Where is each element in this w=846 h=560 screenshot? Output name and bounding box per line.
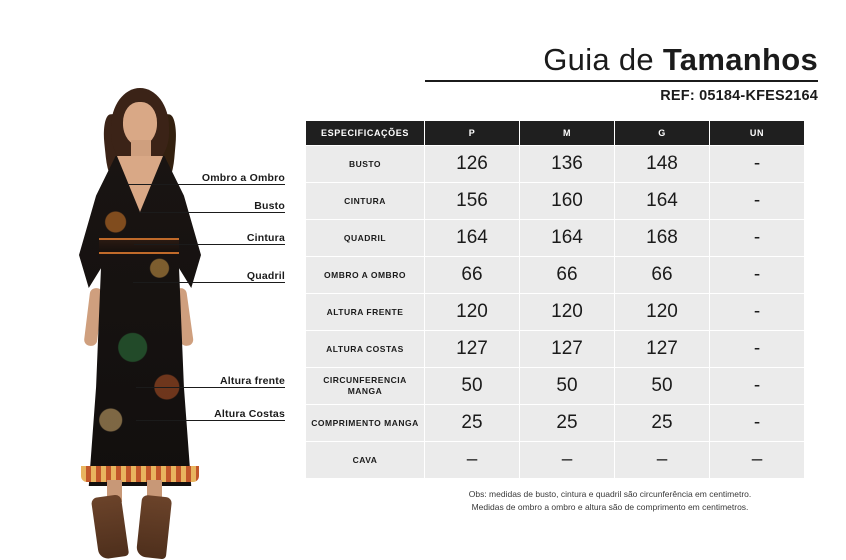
cell-circ-manga-g: 50 [615, 368, 709, 404]
cell-busto-p: 126 [425, 146, 519, 182]
page-title-bold: Tamanhos [662, 42, 818, 77]
page-title-light: Guia de [543, 42, 663, 77]
cell-altura-costas-un: - [710, 331, 804, 367]
column-header-especificacoes: ESPECIFICAÇÕES [306, 121, 424, 145]
column-header-p: P [425, 121, 519, 145]
cell-altura-frente-un: - [710, 294, 804, 330]
cell-cintura-g: 164 [615, 183, 709, 219]
cell-quadril-un: - [710, 220, 804, 256]
dress-hem-trim [81, 466, 199, 482]
title-divider [425, 80, 818, 82]
size-guide-panel [300, 0, 846, 534]
row-label-busto: BUSTO [306, 146, 424, 182]
cell-cintura-m: 160 [520, 183, 614, 219]
cell-cintura-un: - [710, 183, 804, 219]
cell-circ-manga-m: 50 [520, 368, 614, 404]
cell-cintura-p: 156 [425, 183, 519, 219]
row-label-ombro-a-ombro: OMBRO A OMBRO [306, 257, 424, 293]
page-title [428, 42, 818, 78]
callout-label-quadril: Quadril [246, 270, 285, 282]
cell-altura-costas-p: 127 [425, 331, 519, 367]
model-photo-panel [0, 0, 300, 534]
column-header-un: UN [710, 121, 804, 145]
table-note-line-2: Medidas de ombro a ombro e altura são de comprimento em centimetros. [471, 502, 749, 513]
table-notes [400, 488, 820, 514]
table-row [306, 368, 804, 404]
cell-comp-manga-m: 25 [520, 405, 614, 441]
callout-label-ombro-a-ombro: Ombro a Ombro [201, 172, 285, 184]
table-row [306, 183, 804, 219]
model-boot-left [91, 494, 129, 560]
cell-cava-m: – [520, 442, 614, 478]
cell-circ-manga-p: 50 [425, 368, 519, 404]
cell-ombro-m: 66 [520, 257, 614, 293]
column-header-m: M [520, 121, 614, 145]
cell-cava-g: – [615, 442, 709, 478]
callout-label-altura-frente: Altura frente [219, 375, 285, 387]
table-row [306, 331, 804, 367]
cell-comp-manga-p: 25 [425, 405, 519, 441]
table-row [306, 405, 804, 441]
table-note-line-1: Obs: medidas de busto, cintura e quadril são circunferência em centimetro. [468, 489, 752, 499]
callout-leader-ombro-a-ombro [127, 184, 285, 185]
cell-ombro-p: 66 [425, 257, 519, 293]
cell-busto-g: 148 [615, 146, 709, 182]
cell-altura-costas-m: 127 [520, 331, 614, 367]
callout-leader-busto [139, 212, 285, 213]
callout-label-cintura: Cintura [246, 232, 285, 244]
table-row [306, 146, 804, 182]
callout-leader-cintura [134, 244, 285, 245]
row-label-comprimento-manga: COMPRIMENTO MANGA [306, 405, 424, 441]
cell-cava-un: – [710, 442, 804, 478]
cell-altura-frente-m: 120 [520, 294, 614, 330]
row-label-altura-costas: ALTURA COSTAS [306, 331, 424, 367]
cell-comp-manga-g: 25 [615, 405, 709, 441]
table-row [306, 294, 804, 330]
callout-leader-quadril [133, 282, 285, 283]
cell-circ-manga-un: - [710, 368, 804, 404]
table-header-row [306, 121, 804, 145]
cell-quadril-m: 164 [520, 220, 614, 256]
cell-ombro-g: 66 [615, 257, 709, 293]
row-label-altura-frente: ALTURA FRENTE [306, 294, 424, 330]
callout-label-busto: Busto [254, 200, 285, 212]
size-chart-table [305, 120, 805, 479]
model-boot-right [136, 495, 172, 560]
product-reference: REF: 05184-KFES2164 [660, 88, 818, 104]
cell-altura-frente-p: 120 [425, 294, 519, 330]
table-row [306, 442, 804, 478]
column-header-g: G [615, 121, 709, 145]
cell-altura-costas-g: 127 [615, 331, 709, 367]
cell-quadril-g: 168 [615, 220, 709, 256]
cell-ombro-un: - [710, 257, 804, 293]
callout-label-altura-costas: Altura Costas [214, 408, 285, 420]
cell-busto-un: - [710, 146, 804, 182]
row-label-cava: CAVA [306, 442, 424, 478]
row-label-cintura: CINTURA [306, 183, 424, 219]
cell-cava-p: – [425, 442, 519, 478]
row-label-circunferencia-manga: CIRCUNFERENCIA MANGA [306, 368, 424, 404]
callout-leader-altura-costas [136, 420, 285, 421]
cell-comp-manga-un: - [710, 405, 804, 441]
model-figure-illustration [55, 88, 220, 500]
callout-leader-altura-frente [136, 387, 285, 388]
table-row [306, 220, 804, 256]
row-label-quadril: QUADRIL [306, 220, 424, 256]
cell-quadril-p: 164 [425, 220, 519, 256]
cell-altura-frente-g: 120 [615, 294, 709, 330]
cell-busto-m: 136 [520, 146, 614, 182]
table-row [306, 257, 804, 293]
